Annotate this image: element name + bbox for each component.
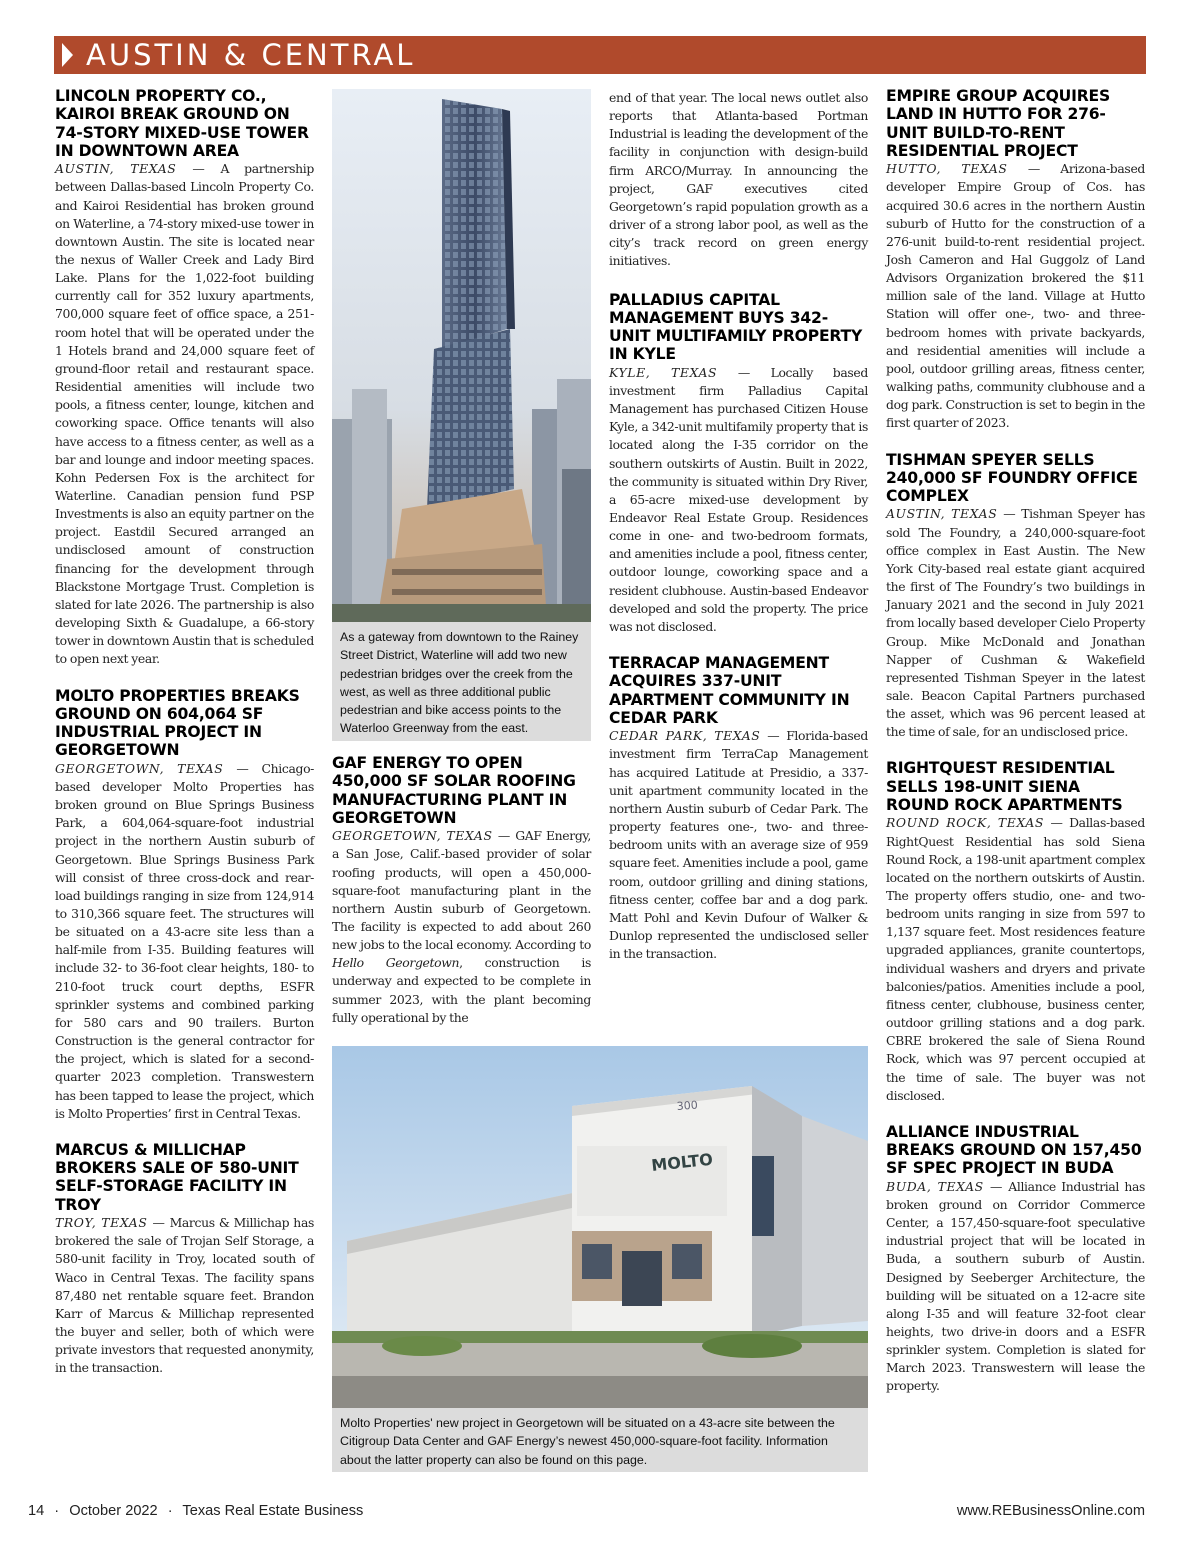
issue-date: October 2022 [69,1503,158,1519]
body-text: Arizona-based developer Empire Group of Cos. has acquired 30.6 acres in the northern Austin suburb of Hutto for the construction of a 276-unit build-to-rent residential project. Josh Cameron and Hal Guggolz of Land Advisors Organization brokered the $11 million sale of the land. Village at Hutto Station will offer one-, two- and three-bedroom homes with private backyards, and residential amenities will include a pool, outdoor grilling areas, fitness center, walking paths, community clubhouse and a dog park. Construction is set to begin in the first quarter of 2023. [886,161,1146,431]
article-continuation: end of that year. The local news outlet also reports that Atlanta-based Portman Industrial is leading the development of the facility in conjunction with design-build firm ARCO/Murray. In announcing the project, GAF executives cited Georgetown’s rapid population growth as a driver of a strong labor pool, as well as the city’s track record on green energy initiatives. [609,90,868,269]
body-text: Alliance Industrial has broken ground on Corridor Commerce Center, a 157,450-square-foot speculative industrial project that will be located in Buda, a southern suburb of Austin. Designed by Seeberger Architecture, the building will be situated on a 12-acre site along I-35 and will feature 32-foot clear heights, two drive-in doors and a ESFR sprinkler system. Completion is slated for March 2023. Transwestern will lease the property. [886,1178,1146,1394]
dateline: HUTTO, TEXAS — [886,161,1041,177]
photo-caption: Molto Properties' new project in Georgetown will be situated on a 43-acre site between the Citigroup Data Center and GAF Energy’s newest 450,000-square-foot facility. Information about the latter property can also be found on this page. [332,1408,868,1472]
article-body [886,1178,1145,1396]
separator: · [167,1503,173,1519]
article-body [886,814,1145,1105]
article-gaf [332,754,591,1027]
headline: GAF ENERGY TO OPEN 450,000 SF SOLAR ROOFING MANUFACTURING PLANT IN GEORGETOWN [332,754,576,827]
column-4 [886,87,1145,1414]
body-text: Chicago-based developer Molto Properties has broken ground on Blue Springs Business Park, a 604,064-square-foot industrial project in the northern Austin suburb of Georgetown. Blue Springs Business Park will consist of three cross-dock and rear-load buildings ranging in size from 124,914 to 310,366 square feet. The structures will be situated on a 43-acre site less than a half-mile from I-35. Building features will include 32- to 36-foot clear heights, 180- to 210-foot truck court depths, ESFR sprinkler systems and combined parking for 580 cars and 90 trailers. Burton Construction is the general contractor for the project, which is slated for a second-quarter 2023 completion. Transwestern has been tapped to lease the project, which is Molto Properties’ first in Central Texas. [55,760,315,1121]
article-rightquest [886,759,1145,1104]
headline: PALLADIUS CAPITAL MANAGEMENT BUYS 342-UNIT MULTIFAMILY PROPERTY IN KYLE [609,290,863,364]
article-alliance [886,1123,1145,1396]
dateline: BUDA, TEXAS — [886,1178,1003,1194]
dateline: GEORGETOWN, TEXAS — [332,828,511,844]
body-text: Tishman Speyer has sold The Foundry, a 240,000-square-foot office complex in East Austin. The New York City-based real estate giant acquired the first of The Foundry’s two buildings in January 2021 and the second in July 2021 from locally based developer Cielo Property Group. Mike McDonald and Jonathan Napper of Cushman & Wakefield represented Tishman Speyer in the latest sale. Beacon Capital Partners purchased the asset, which was 96 percent leased at the time of sale, for an undisclosed price. [886,506,1146,740]
dateline: AUSTIN, TEXAS — [886,506,1017,522]
publication-name: Hello Georgetown [332,955,460,971]
page-number: 14 [28,1503,45,1519]
page-footer [28,1503,363,1519]
article-molto [55,687,314,1123]
molto-building-photo [332,1046,868,1408]
arrow-icon [62,43,73,67]
body-text: Marcus & Millichap has brokered the sale of Trojan Self Storage, a 580-unit facility in Troy, located south of Waco in Central Texas. The facility spans 87,480 net rentable square feet. Brandon Karr of Marcus & Millichap represented the buyer and seller, both of which were private investors that requested anonymity, in the transaction. [55,1215,314,1376]
article-empire [886,87,1145,433]
article-body [609,364,868,636]
tower-illustration [332,89,591,622]
headline: ALLIANCE INDUSTRIAL BREAKS GROUND ON 157,450 SF SPEC PROJECT IN BUDA [886,1122,1142,1178]
article-body [886,160,1145,432]
column-1 [55,87,314,1395]
article-body [332,827,591,1027]
body-text: Florida-based investment firm TerraCap Management has acquired Latitude at Presidio, a 337-unit apartment community located in the northern Austin suburb of Cedar Park. The property features one-, two- and three-bedroom units with an average size of 959 square feet. Amenities include a pool, game room, outdoor grilling and dining stations, fitness center, coffee bar and a dog park. Matt Pohl and Kevin Dufour of Walker & Dunlop represented the undisclosed seller in the transaction. [609,728,868,962]
body-text: GAF Energy, a San Jose, Calif.-based provider of solar roofing products, will open a 450,000-square-foot manufacturing plant in the northern Austin suburb of Georgetown. The facility is expected to add about 260 new jobs to the local economy. According to [332,828,592,953]
body-text: Locally based investment firm Palladius Capital Management has purchased Citizen House Kyle, a 342-unit multifamily property that is located along the I-35 corridor on the southern outskirts of Austin. Built in 2022, the community is situated within Dry River, a 65-acre mixed-use development by Endeavor Real Estate Group. Residences come in one- and two-bedroom formats, and amenities include a pool, fitness center, outdoor lounge, coworking space and a resident clubhouse. Austin-based Endeavor developed and sold the property. The price was not disclosed. [609,364,868,634]
dateline: GEORGETOWN, TEXAS — [55,760,250,776]
headline: RIGHTQUEST RESIDENTIAL SELLS 198-UNIT SIENA ROUND ROCK APARTMENTS [886,759,1123,815]
separator: · [54,1503,60,1519]
body-text: , construction is underway and expected to be complete in summer 2023, with the plant becoming fully operational by the [332,955,591,1025]
headline: TISHMAN SPEYER SELLS 240,000 SF FOUNDRY OFFICE COMPLEX [886,450,1138,506]
article-body [55,1214,314,1377]
publication-name: Texas Real Estate Business [182,1503,364,1519]
column-2 [332,754,591,1045]
dateline: ROUND ROCK, TEXAS — [886,815,1064,831]
article-body [55,760,314,1123]
dateline: KYLE, TEXAS — [609,364,751,380]
article-tishman [886,451,1145,742]
website-link[interactable]: www.REBusinessOnline.com [956,1503,1145,1519]
article-marcus [55,1141,314,1378]
dateline: AUSTIN, TEXAS — [55,161,206,177]
headline: LINCOLN PROPERTY CO., KAIROI BREAK GROUND ON 74-STORY MIXED-USE TOWER IN DOWNTOWN AREA [55,87,309,160]
article-body [886,505,1145,741]
building-number: 300 [676,1098,699,1113]
waterline-tower-photo [332,89,591,622]
building-sign: MOLTO [650,1149,714,1175]
headline: MARCUS & MILLICHAP BROKERS SALE OF 580-UNIT SELF-STORAGE FACILITY IN TROY [55,1140,299,1214]
headline: TERRACAP MANAGEMENT ACQUIRES 337-UNIT APARTMENT COMMUNITY IN CEDAR PARK [609,654,850,727]
building-illustration [332,1046,868,1408]
section-title: AUSTIN & CENTRAL [86,38,416,72]
headline: MOLTO PROPERTIES BREAKS GROUND ON 604,064 SF INDUSTRIAL PROJECT IN GEORGETOWN [55,686,300,760]
article-palladius [609,291,868,637]
body-text: A partnership between Dallas-based Lincoln Property Co. and Kairoi Residential has broken ground on Waterline, a 74-story mixed-use tower in downtown Austin. The site is located near the nexus of Waller Creek and Lady Bird Lake. Plans for the 1,022-foot building currently call for 352 luxury apartments, 700,000 square feet of office space, a 251-room hotel that will be operated under the 1 Hotels brand and 24,000 square feet of ground-floor retail and restaurant space. Residential amenities will include two pools, a fitness center, lounge, kitchen and coworking space. Office tenants will also have access to a fitness center, as well as a bar and lounge and indoor meeting spaces. Kohn Pedersen Fox is the architect for Waterline. Canadian pension fund PSP Investments is also an equity partner on the project. Eastdil Secured arranged an undisclosed amount of construction financing for the development through Blackstone Mortgage Trust. Completion is slated for late 2026. The partnership is also developing Sixth & Guadalupe, a 66-story tower in downtown Austin that is scheduled to open next year. [55,161,314,667]
article-lincoln [55,87,314,669]
dateline: CEDAR PARK, TEXAS — [609,728,781,744]
dateline: TROY, TEXAS — [55,1215,166,1231]
article-body [609,727,868,963]
body-text: Dallas-based RightQuest Residential has sold Siena Round Rock, a 198-unit apartment complex located on the northern outskirts of Austin. The property offers studio, one- and two-bedroom units ranging in size from 597 to 1,137 square feet. Most residences feature upgraded appliances, granite countertops, individual washers and dryers and private balconies/patios. Amenities include a pool, fitness center, clubhouse, business center, outdoor grilling stations and a dog park. CBRE brokered the sale of Siena Round Rock, which was 97 percent occupied at the time of sale. The buyer was not disclosed. [886,815,1145,1103]
article-terracap [609,654,868,963]
photo-caption: As a gateway from downtown to the Rainey Street District, Waterline will add two new pedestrian bridges over the creek from the west, as well as three additional public pedestrian and bike access points to the Waterloo Greenway from the east. [332,622,591,741]
article-body [55,160,314,668]
column-3 [609,89,868,981]
section-banner [54,36,1146,74]
headline: EMPIRE GROUP ACQUIRES LAND IN HUTTO FOR 276-UNIT BUILD-TO-RENT RESIDENTIAL PROJECT [886,87,1110,160]
